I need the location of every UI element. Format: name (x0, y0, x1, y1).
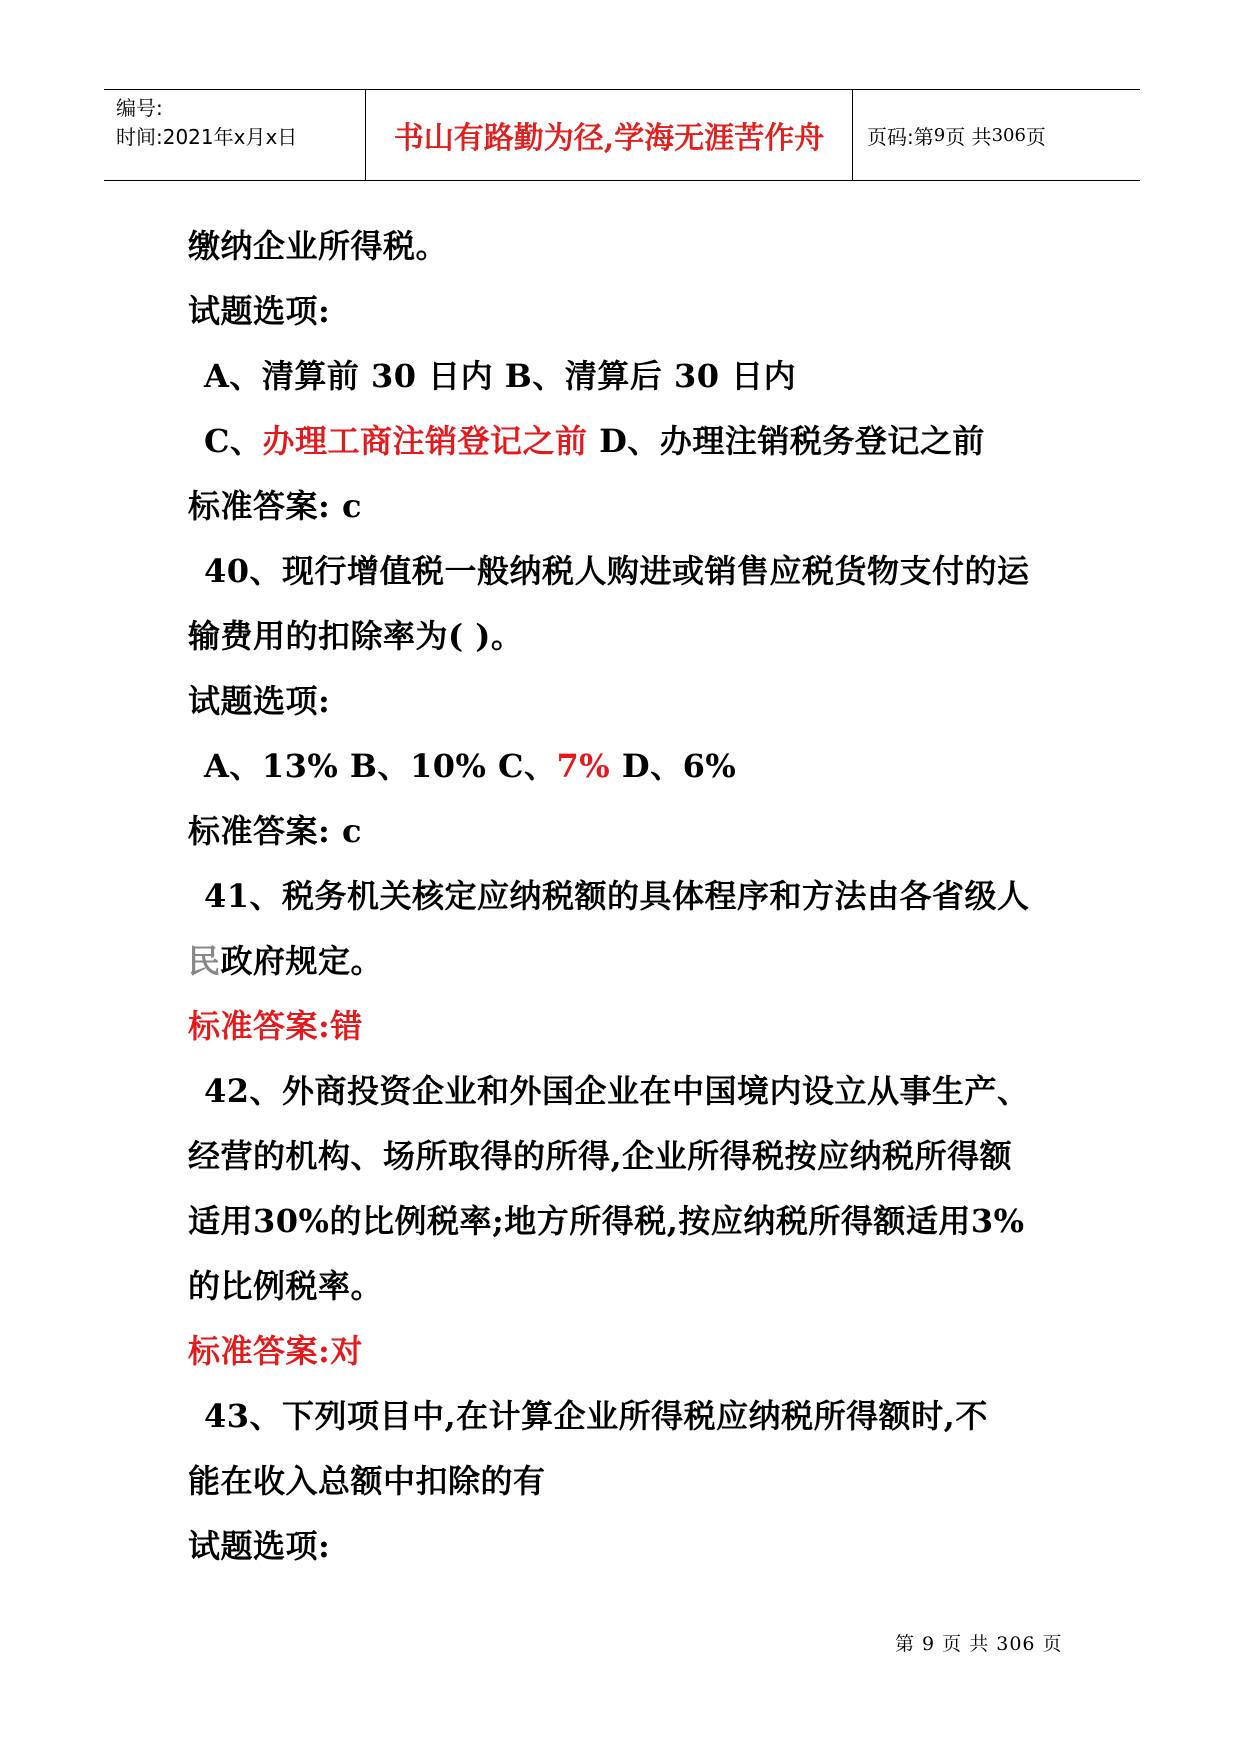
option-line: A、清算前 30 日内 B、清算后 30 日内 (204, 357, 797, 395)
text-line: 缴纳企业所得税。 (188, 227, 449, 265)
time-label: 时间:2021年x月x日 (116, 125, 298, 149)
page-suffix: 页 (1025, 124, 1046, 149)
option-d: D、6% (610, 747, 737, 785)
text-line: 适用30%的比例税率;地方所得税,按应纳税所得额适用3% (188, 1202, 1025, 1240)
standard-answer: 标准答案: c (188, 487, 362, 525)
text-line: 经营的机构、场所取得的所得,企业所得税按应纳税所得额 (188, 1137, 1013, 1175)
question-43: 43、下列项目中,在计算企业所得税应纳税所得额时,不 (204, 1397, 988, 1435)
standard-answer: 标准答案:对 (188, 1332, 363, 1370)
question-41: 41、税务机关核定应纳税额的具体程序和方法由各省级人 (204, 877, 1030, 915)
options-heading: 试题选项: (188, 292, 331, 330)
page-number: 9 (933, 124, 946, 146)
option-line (204, 416, 985, 462)
page-prefix: 页码:第 (867, 124, 934, 149)
page-mid: 页 共 (945, 124, 992, 149)
option-d: D、办理注销税务登记之前 (587, 422, 985, 460)
header-motto: 书山有路勤为径,学海无涯苦作舟 (366, 90, 853, 180)
options-heading: 试题选项: (188, 682, 331, 720)
text-line: 能在收入总额中扣除的有 (188, 1462, 546, 1500)
option-c-answer: 办理工商注销登记之前 (262, 422, 588, 460)
number-label: 编号: (116, 96, 163, 120)
options-ab: A、13% B、10% C、 (204, 747, 557, 785)
text-line: 的比例税率。 (188, 1267, 384, 1305)
options-heading: 试题选项: (188, 1527, 331, 1565)
text-line: 输费用的扣除率为( )。 (188, 617, 524, 655)
text-fragment: 民 (188, 942, 221, 980)
standard-answer: 标准答案:错 (188, 1007, 363, 1045)
page-footer: 第 9 页 共 306 页 (895, 1633, 1063, 1655)
text-line (188, 936, 383, 982)
page-header (104, 89, 1140, 181)
question-42: 42、外商投资企业和外国企业在中国境内设立从事生产、 (204, 1072, 1030, 1110)
page-total: 306 (991, 124, 1026, 146)
header-meta (104, 90, 366, 180)
standard-answer: 标准答案: c (188, 812, 362, 850)
option-line (204, 741, 736, 787)
option-c-prefix: C、 (204, 422, 263, 460)
text-fragment: 政府规定。 (220, 942, 384, 980)
option-c-answer: 7% (556, 747, 611, 785)
question-40: 40、现行增值税一般纳税人购进或销售应税货物支付的运 (204, 552, 1030, 590)
header-page-info (853, 90, 1140, 180)
